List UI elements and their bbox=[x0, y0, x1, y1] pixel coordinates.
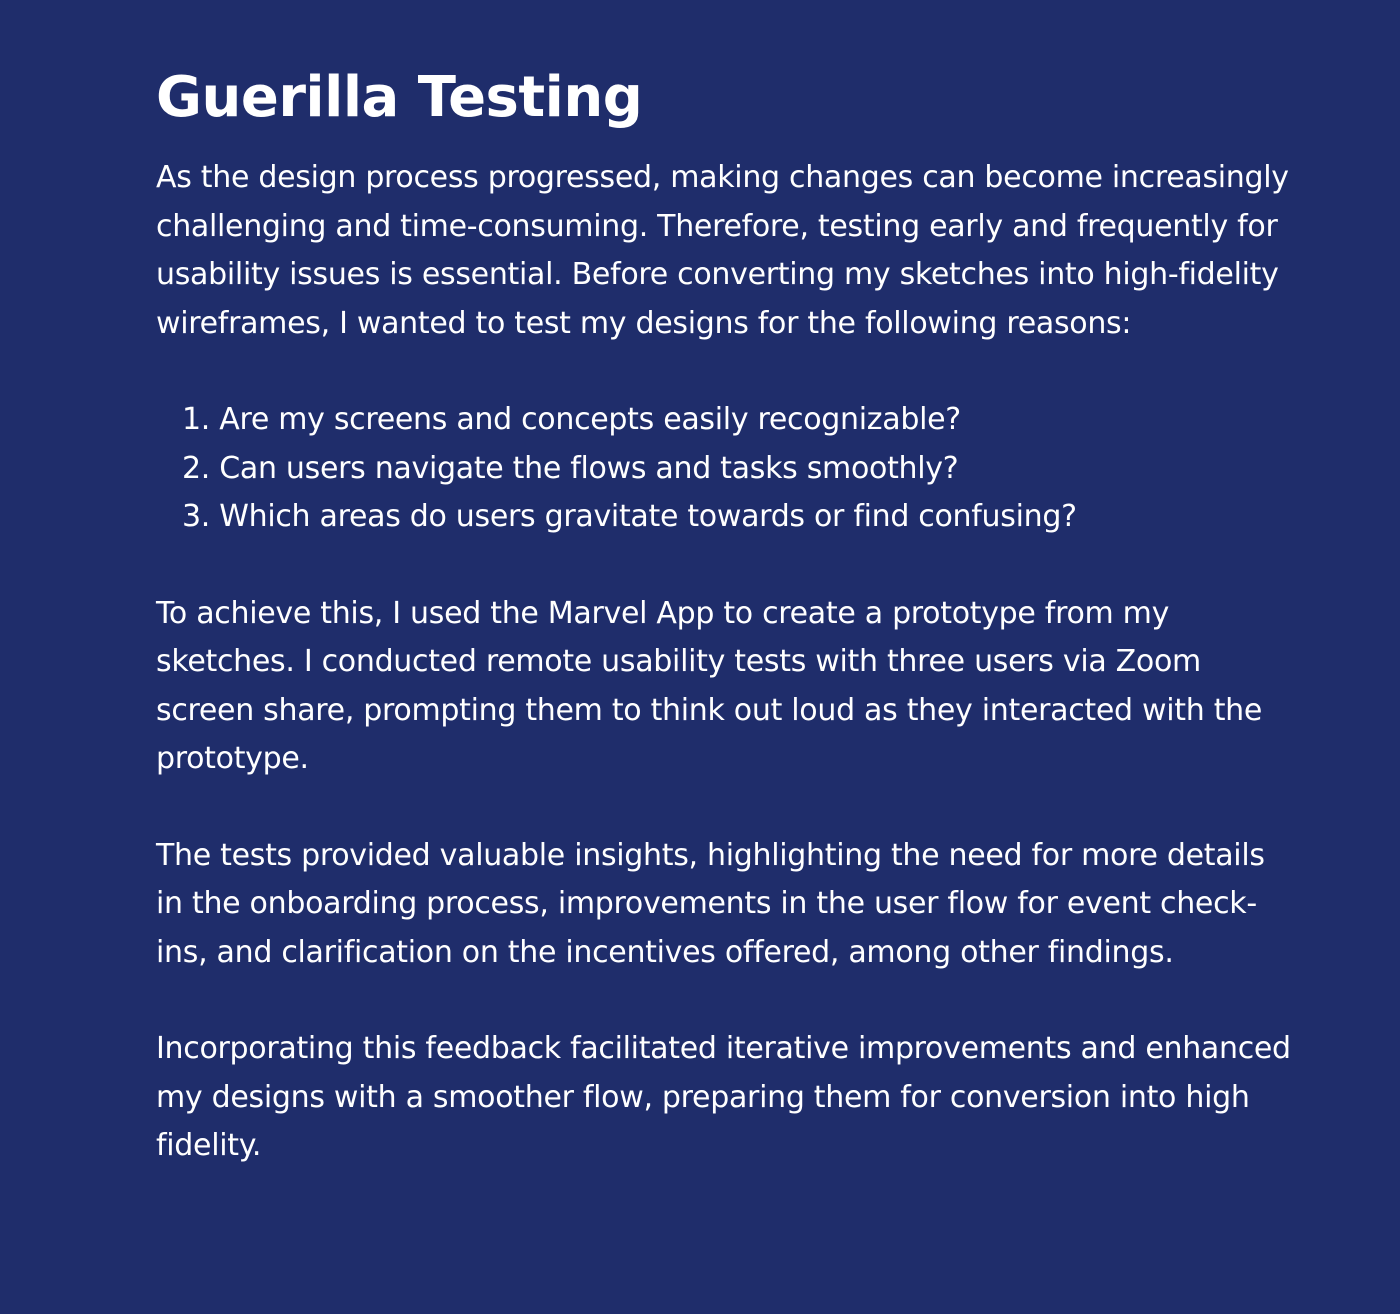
list-item-number: 1. bbox=[181, 402, 210, 437]
list-item-number: 3. bbox=[181, 499, 210, 534]
list-item bbox=[156, 445, 1296, 494]
list-item bbox=[156, 493, 1296, 542]
method-paragraph: To achieve this, I used the Marvel App to create a prototype from my sketches. I conducted remote usability tests with three users via Zoom screen share, prompting them to think out loud as they interacted with the prototype. bbox=[156, 595, 1263, 776]
conclusion-paragraph: Incorporating this feedback facilitated iterative improvements and enhanced my designs with a smoother flow, preparing them for conversion into high fidelity. bbox=[156, 1031, 1291, 1163]
list-item-text: Can users navigate the flows and tasks smoothly? bbox=[210, 450, 959, 486]
list-item-number: 2. bbox=[181, 450, 210, 486]
list-item-text: Are my screens and concepts easily recognizable? bbox=[210, 402, 961, 437]
section-title: Guerilla Testing bbox=[156, 65, 643, 130]
findings-paragraph: The tests provided valuable insights, highlighting the need for more details in the onboarding process, improvements in the user flow for event check-ins, and clarification on the incentives offered, among other findings. bbox=[156, 837, 1265, 970]
list-item-text: Which areas do users gravitate towards or find confusing? bbox=[210, 499, 1077, 534]
case-study-section bbox=[156, 60, 1296, 1171]
intro-paragraph: As the design process progressed, making changes can become increasingly challenging and time-consuming. Therefore, testing early and frequently for usability issues is essential. Before converting my sketches into high-fidelity wireframes, I wanted to test my designs for the following reasons: bbox=[156, 160, 1289, 341]
reasons-list bbox=[156, 396, 1296, 542]
list-item bbox=[156, 396, 1296, 445]
